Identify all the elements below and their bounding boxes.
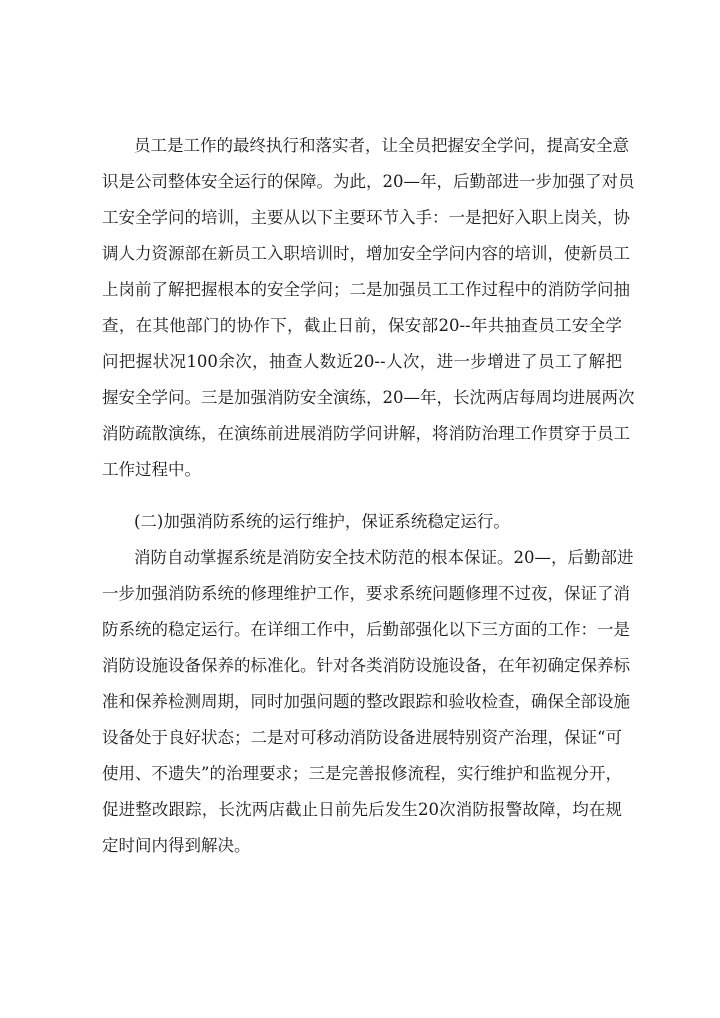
paragraph1-line: 握安全学问。三是加强消防安全演练，20—年，长沈两店每周均进展两次 <box>102 388 635 407</box>
paragraph1-line: 问把握状况100余次，抽查人数近20--人次，进一步增进了员工了解把 <box>102 352 622 371</box>
paragraph2-line: 准和保养检测周期，同时加强问题的整改跟踪和验收检查，确保全部设施 <box>102 692 630 711</box>
paragraph1-line: 上岗前了解把握根本的安全学问；二是加强员工工作过程中的消防学问抽 <box>102 280 630 299</box>
paragraph1-line: 消防疏散演练，在演练前进展消防学问讲解，将消防治理工作贯穿于员工 <box>102 424 630 443</box>
paragraph1-line: 调人力资源部在新员工入职培训时，增加安全学问内容的培训，使新员工 <box>102 244 630 263</box>
paragraph1-line: 员工是工作的最终执行和落实者，让全员把握安全学问，提高安全意 <box>134 136 629 155</box>
paragraph1-line: 工安全学问的培训，主要从以下主要环节入手：一是把好入职上岗关，协 <box>102 208 630 227</box>
paragraph2-line: 一步加强消防系统的修理维护工作，要求系统问题修理不过夜，保证了消 <box>102 584 630 603</box>
paragraph2-line: 消防设施设备保养的标准化。针对各类消防设施设备，在年初确定保养标 <box>102 656 630 675</box>
paragraph2-line: 防系统的稳定运行。在详细工作中，后勤部强化以下三方面的工作：一是 <box>102 620 630 639</box>
paragraph1-line: 查，在其他部门的协作下，截止日前，保安部20--年共抽查员工安全学 <box>102 316 622 335</box>
section-heading: (二)加强消防系统的运行维护，保证系统稳定运行。 <box>134 512 510 531</box>
paragraph1-line: 识是公司整体安全运行的保障。为此，20—年，后勤部进一步加强了对员 <box>102 172 635 191</box>
paragraph1-line: 工作过程中。 <box>102 460 201 479</box>
paragraph2-line: 设备处于良好状态；二是对可移动消防设备进展特别资产治理，保证“可 <box>102 728 622 747</box>
paragraph2-line: 消防自动掌握系统是消防安全技术防范的根本保证。20—，后勤部进 <box>134 548 634 567</box>
paragraph2-line: 促进整改跟踪，长沈两店截止日前先后发生20次消防报警故障，均在规 <box>102 800 622 819</box>
paragraph2-line: 使用、不遗失”的治理要求；三是完善报修流程，实行维护和监视分开， <box>102 764 622 783</box>
paragraph2-line: 定时间内得到解决。 <box>102 836 251 855</box>
